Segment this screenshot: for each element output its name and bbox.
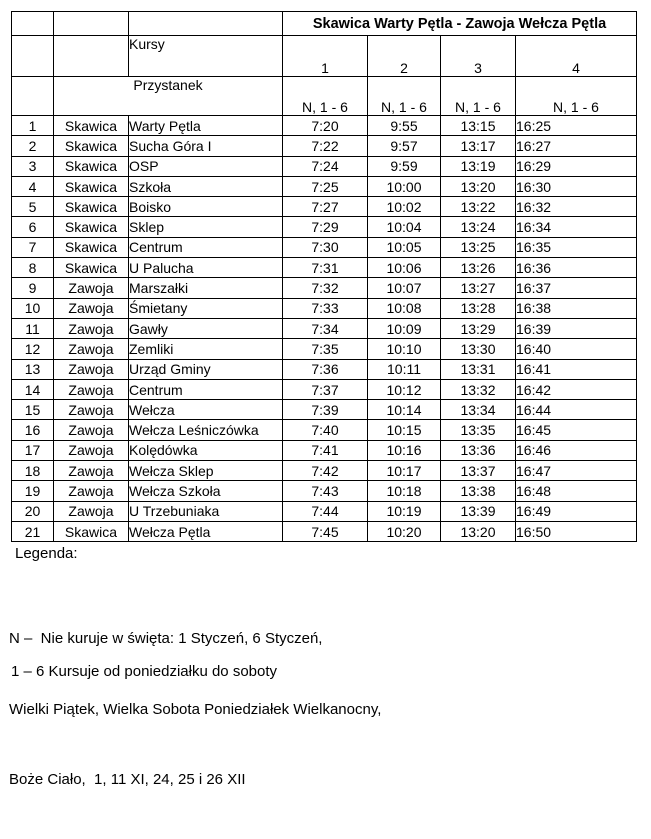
empty-cell [129,12,283,36]
time-cell: 10:17 [368,461,441,481]
row-number-cell: 7 [12,237,54,257]
time-cell: 13:32 [441,379,516,399]
time-cell: 13:38 [441,481,516,501]
time-cell: 10:04 [368,217,441,237]
time-cell: 7:31 [283,258,368,278]
time-cell: 13:37 [441,461,516,481]
stop-name-cell: Centrum [129,379,283,399]
time-cell: 16:41 [516,359,637,379]
time-cell: 10:06 [368,258,441,278]
time-cell: 16:35 [516,237,637,257]
table-row [12,318,637,338]
row-number-cell: 8 [12,258,54,278]
empty-cell [54,12,129,36]
time-cell: 16:34 [516,217,637,237]
courses-header-row [12,36,637,77]
time-cell: 13:28 [441,298,516,318]
table-row [12,197,637,217]
stop-name-cell: OSP [129,156,283,176]
time-cell: 13:19 [441,156,516,176]
timetable [11,11,637,542]
time-cell: 7:40 [283,420,368,440]
course-number-1: 1 [283,36,368,77]
empty-cell [12,12,54,36]
table-row [12,481,637,501]
time-cell: 10:05 [368,237,441,257]
empty-cell [54,36,129,77]
stop-name-cell: Sucha Góra I [129,136,283,156]
time-cell: 16:47 [516,461,637,481]
time-cell: 7:41 [283,440,368,460]
time-cell: 13:31 [441,359,516,379]
time-cell: 7:27 [283,197,368,217]
time-cell: 13:22 [441,197,516,217]
table-row [12,440,637,460]
time-cell: 10:12 [368,379,441,399]
table-row [12,116,637,136]
service-code-4: N, 1 - 6 [516,77,637,116]
row-number-cell: 1 [12,116,54,136]
time-cell: 7:37 [283,379,368,399]
legend-weekday-note: 1 – 6 Kursuje od poniedziałku do soboty [11,663,278,680]
stop-name-cell: Sklep [129,217,283,237]
row-number-cell: 18 [12,461,54,481]
row-number-cell: 10 [12,298,54,318]
time-cell: 9:57 [368,136,441,156]
stop-name-cell: Wełcza Pętla [129,521,283,541]
time-cell: 16:32 [516,197,637,217]
time-cell: 10:19 [368,501,441,521]
time-cell: 10:20 [368,521,441,541]
time-cell: 16:38 [516,298,637,318]
time-cell: 16:50 [516,521,637,541]
service-code-3: N, 1 - 6 [441,77,516,116]
time-cell: 13:17 [441,136,516,156]
course-number-2: 2 [368,36,441,77]
timetable-body [12,116,637,542]
stop-name-cell: Zemliki [129,339,283,359]
time-cell: 16:29 [516,156,637,176]
time-cell: 13:29 [441,318,516,338]
table-row [12,176,637,196]
town-cell: Skawica [54,176,129,196]
stop-name-cell: U Palucha [129,258,283,278]
stop-name-cell: Centrum [129,237,283,257]
time-cell: 7:39 [283,400,368,420]
time-cell: 10:07 [368,278,441,298]
time-cell: 16:45 [516,420,637,440]
empty-cell [12,77,54,116]
row-number-cell: 17 [12,440,54,460]
time-cell: 13:35 [441,420,516,440]
empty-cell [12,36,54,77]
row-number-cell: 20 [12,501,54,521]
time-cell: 7:32 [283,278,368,298]
course-number-4: 4 [516,36,637,77]
stop-name-cell: Wełcza Sklep [129,461,283,481]
time-cell: 7:42 [283,461,368,481]
time-cell: 16:27 [516,136,637,156]
time-cell: 13:20 [441,176,516,196]
stop-name-cell: Marszałki [129,278,283,298]
time-cell: 7:36 [283,359,368,379]
table-row [12,359,637,379]
stop-name-cell: Szkoła [129,176,283,196]
time-cell: 7:45 [283,521,368,541]
town-cell: Zawoja [54,379,129,399]
time-cell: 10:14 [368,400,441,420]
przystanek-label: Przystanek [54,77,283,116]
time-cell: 16:46 [516,440,637,460]
town-cell: Zawoja [54,400,129,420]
time-cell: 10:11 [368,359,441,379]
stop-name-cell: Urząd Gminy [129,359,283,379]
row-number-cell: 12 [12,339,54,359]
town-cell: Zawoja [54,278,129,298]
table-row [12,136,637,156]
stop-name-cell: Warty Pętla [129,116,283,136]
legend-heading: Legenda: [15,545,78,562]
legend-n-note [9,580,381,839]
stop-name-cell: Boisko [129,197,283,217]
town-cell: Skawica [54,156,129,176]
service-code-1: N, 1 - 6 [283,77,368,116]
table-row [12,501,637,521]
time-cell: 10:02 [368,197,441,217]
town-cell: Zawoja [54,359,129,379]
time-cell: 10:08 [368,298,441,318]
time-cell: 16:30 [516,176,637,196]
row-number-cell: 21 [12,521,54,541]
time-cell: 13:24 [441,217,516,237]
route-title: Skawica Warty Pętla - Zawoja Wełcza Pętla [283,12,637,36]
time-cell: 10:16 [368,440,441,460]
legend-line: Boże Ciało, 1, 11 XI, 24, 25 i 26 XII [9,771,246,788]
stops-header-row [12,77,637,116]
town-cell: Zawoja [54,318,129,338]
row-number-cell: 5 [12,197,54,217]
table-row [12,217,637,237]
table-row [12,278,637,298]
time-cell: 13:25 [441,237,516,257]
legend-line: N – Nie kuruje w święta: 1 Styczeń, 6 Styczeń, [9,630,323,647]
title-row [12,12,637,36]
time-cell: 13:39 [441,501,516,521]
town-cell: Skawica [54,136,129,156]
time-cell: 13:27 [441,278,516,298]
stop-name-cell: Wełcza [129,400,283,420]
town-cell: Zawoja [54,339,129,359]
town-cell: Skawica [54,217,129,237]
row-number-cell: 3 [12,156,54,176]
time-cell: 7:34 [283,318,368,338]
table-row [12,339,637,359]
time-cell: 10:18 [368,481,441,501]
time-cell: 7:33 [283,298,368,318]
town-cell: Zawoja [54,501,129,521]
time-cell: 7:29 [283,217,368,237]
time-cell: 16:48 [516,481,637,501]
time-cell: 16:25 [516,116,637,136]
time-cell: 16:40 [516,339,637,359]
row-number-cell: 19 [12,481,54,501]
town-cell: Zawoja [54,298,129,318]
table-row [12,258,637,278]
row-number-cell: 14 [12,379,54,399]
table-row [12,420,637,440]
table-row [12,237,637,257]
time-cell: 9:59 [368,156,441,176]
time-cell: 13:34 [441,400,516,420]
legend-line: Wielki Piątek, Wielka Sobota Poniedziałek Wielkanocny, [9,700,382,718]
row-number-cell: 15 [12,400,54,420]
time-cell: 16:36 [516,258,637,278]
time-cell: 13:30 [441,339,516,359]
table-row [12,521,637,541]
time-cell: 16:44 [516,400,637,420]
time-cell: 13:15 [441,116,516,136]
time-cell: 7:25 [283,176,368,196]
town-cell: Skawica [54,521,129,541]
table-row [12,298,637,318]
time-cell: 7:20 [283,116,368,136]
town-cell: Skawica [54,197,129,217]
time-cell: 16:37 [516,278,637,298]
stop-name-cell: Gawły [129,318,283,338]
stop-name-cell: Wełcza Leśniczówka [129,420,283,440]
time-cell: 13:36 [441,440,516,460]
row-number-cell: 13 [12,359,54,379]
town-cell: Skawica [54,116,129,136]
time-cell: 13:20 [441,521,516,541]
row-number-cell: 6 [12,217,54,237]
stop-name-cell: Wełcza Szkoła [129,481,283,501]
row-number-cell: 11 [12,318,54,338]
town-cell: Skawica [54,237,129,257]
table-row [12,379,637,399]
time-cell: 7:44 [283,501,368,521]
stop-name-cell: Kolędówka [129,440,283,460]
row-number-cell: 16 [12,420,54,440]
time-cell: 10:10 [368,339,441,359]
time-cell: 9:55 [368,116,441,136]
table-row [12,400,637,420]
time-cell: 7:35 [283,339,368,359]
time-cell: 13:26 [441,258,516,278]
time-cell: 10:15 [368,420,441,440]
row-number-cell: 4 [12,176,54,196]
course-number-3: 3 [441,36,516,77]
kursy-label: Kursy [129,36,283,77]
time-cell: 10:09 [368,318,441,338]
service-code-2: N, 1 - 6 [368,77,441,116]
time-cell: 16:39 [516,318,637,338]
time-cell: 7:30 [283,237,368,257]
time-cell: 7:43 [283,481,368,501]
time-cell: 16:42 [516,379,637,399]
time-cell: 10:00 [368,176,441,196]
row-number-cell: 2 [12,136,54,156]
row-number-cell: 9 [12,278,54,298]
town-cell: Zawoja [54,420,129,440]
time-cell: 7:22 [283,136,368,156]
stop-name-cell: Śmietany [129,298,283,318]
town-cell: Zawoja [54,461,129,481]
time-cell: 16:49 [516,501,637,521]
town-cell: Zawoja [54,481,129,501]
town-cell: Zawoja [54,440,129,460]
stop-name-cell: U Trzebuniaka [129,501,283,521]
town-cell: Skawica [54,258,129,278]
table-row [12,156,637,176]
time-cell: 7:24 [283,156,368,176]
table-row [12,461,637,481]
